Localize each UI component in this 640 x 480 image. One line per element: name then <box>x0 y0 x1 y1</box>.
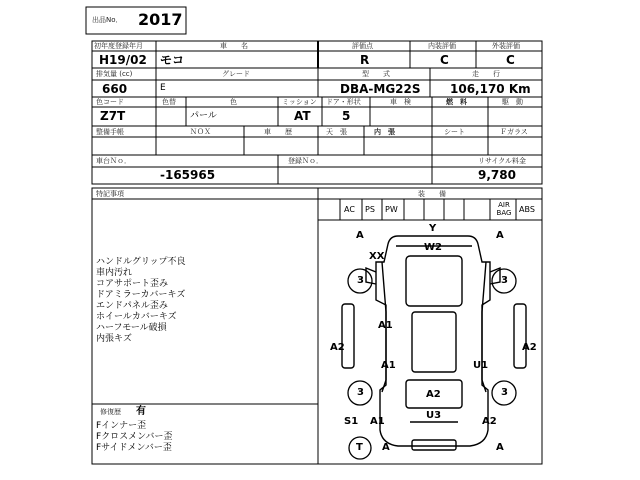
seat-label: シート <box>444 128 465 136</box>
displacement: 660 <box>102 82 128 96</box>
damage-code: A2 <box>522 342 537 353</box>
drive-label: 駆 動 <box>502 98 523 106</box>
damage-code: A2 <box>426 389 441 400</box>
interior-score: C <box>440 53 449 67</box>
chassis-number: -165965 <box>160 168 216 182</box>
damage-code: 3 <box>501 275 508 286</box>
registration-label: 登録Ｎｏ． <box>288 157 323 165</box>
exterior-score: C <box>506 53 515 67</box>
maintenance-log-label: 整備手帳 <box>96 128 124 136</box>
history-label: 車 歴 <box>264 128 292 136</box>
overall-score: R <box>360 53 370 67</box>
note-item: ホイールカバーキズ <box>96 312 177 322</box>
damage-code: Y <box>429 223 437 234</box>
lot-label: 出品No． <box>92 16 123 24</box>
note-item: 内張キズ <box>96 334 132 344</box>
repair-item: Fクロスメンバー歪 <box>96 432 173 442</box>
repair-item: Fインナー歪 <box>96 421 147 431</box>
color-label: 色 <box>230 98 237 106</box>
damage-code: A <box>382 442 390 453</box>
note-item: ドアミラーカバーキズ <box>96 290 186 300</box>
equipment-label: 装 備 <box>418 190 446 198</box>
doors: 5 <box>342 109 351 123</box>
notes-list <box>96 257 311 345</box>
repair-list <box>96 421 311 454</box>
note-item: エンドパネル歪み <box>96 301 168 311</box>
damage-code: 3 <box>357 387 364 398</box>
repair-history-label: 修復歴 <box>100 408 121 416</box>
damage-code: S1 <box>344 416 359 427</box>
exterior-score-label: 外装評価 <box>492 42 520 50</box>
note-item: ハーフモール破損 <box>96 323 167 333</box>
windshield <box>406 256 462 306</box>
front-glass-label: Ｆガラス <box>500 128 528 136</box>
color-code-label: 色コード <box>96 98 124 106</box>
roof <box>412 312 456 372</box>
chassis-label: 車台Ｎｏ． <box>96 157 131 165</box>
grade-label: グレード <box>222 70 250 78</box>
displacement-label: 排気量 (cc) <box>96 70 133 78</box>
equipment-airbag: AIR BAG <box>496 201 512 217</box>
note-item: ハンドルグリップ不良 <box>96 257 186 267</box>
damage-code: A1 <box>370 416 385 427</box>
damage-code: A <box>356 230 364 241</box>
equipment-ac: AC <box>344 205 355 214</box>
name-label: 車 名 <box>220 42 248 50</box>
equipment-ps: PS <box>365 205 375 214</box>
note-item: 車内汚れ <box>96 268 133 278</box>
damage-code: T <box>356 442 363 453</box>
recycle-fee-label: リサイクル料金 <box>478 157 527 165</box>
interior-trim-label: 内 張 <box>374 128 395 136</box>
damage-code: 3 <box>357 275 364 286</box>
mission-label: ミッション <box>282 98 317 106</box>
equipment-pw: PW <box>385 205 398 214</box>
mileage: 106,170 Km <box>450 82 531 96</box>
nox-label: ＮＯＸ <box>190 128 211 136</box>
damage-code: A1 <box>378 320 393 331</box>
damage-code: 3 <box>501 387 508 398</box>
repair-item: Fサイドメンバー歪 <box>96 443 172 453</box>
grade: E <box>160 83 166 93</box>
damage-code: U3 <box>426 410 442 421</box>
damage-code: W2 <box>424 242 442 253</box>
color-change-label: 色替 <box>162 98 176 106</box>
score-label: 評価点 <box>352 42 373 50</box>
mileage-label: 走 行 <box>472 70 500 78</box>
damage-code: XX <box>369 251 385 262</box>
car-name: モコ <box>160 53 185 67</box>
damage-code: A <box>496 230 504 241</box>
year-label: 初年度登録年月 <box>94 42 143 50</box>
model-code: DBA-MG22S <box>340 82 421 96</box>
headliner-label: 天 張 <box>326 128 347 136</box>
recycle-fee: 9,780 <box>478 168 516 182</box>
repair-history-value: 有 <box>136 406 146 417</box>
model-label: 型 式 <box>362 70 390 78</box>
damage-code: A <box>496 442 504 453</box>
damage-code: U1 <box>473 360 489 371</box>
doors-label: ドア・形状 <box>326 98 361 106</box>
note-item: コアサポート歪み <box>96 279 169 289</box>
color-code: Z7T <box>100 109 126 123</box>
lot-number: 2017 <box>138 10 183 29</box>
notes-label: 特記事項 <box>96 190 124 198</box>
fuel-label: 燃 料 <box>446 98 467 106</box>
first-registration: H19/02 <box>99 53 147 67</box>
equipment-abs: ABS <box>519 205 535 214</box>
inspection-label: 車 検 <box>390 98 411 106</box>
damage-code: A2 <box>482 416 497 427</box>
damage-code: A1 <box>381 360 396 371</box>
interior-score-label: 内装評価 <box>428 42 456 50</box>
damage-code: A2 <box>330 342 345 353</box>
color: パール <box>190 111 217 121</box>
transmission: AT <box>294 109 311 123</box>
